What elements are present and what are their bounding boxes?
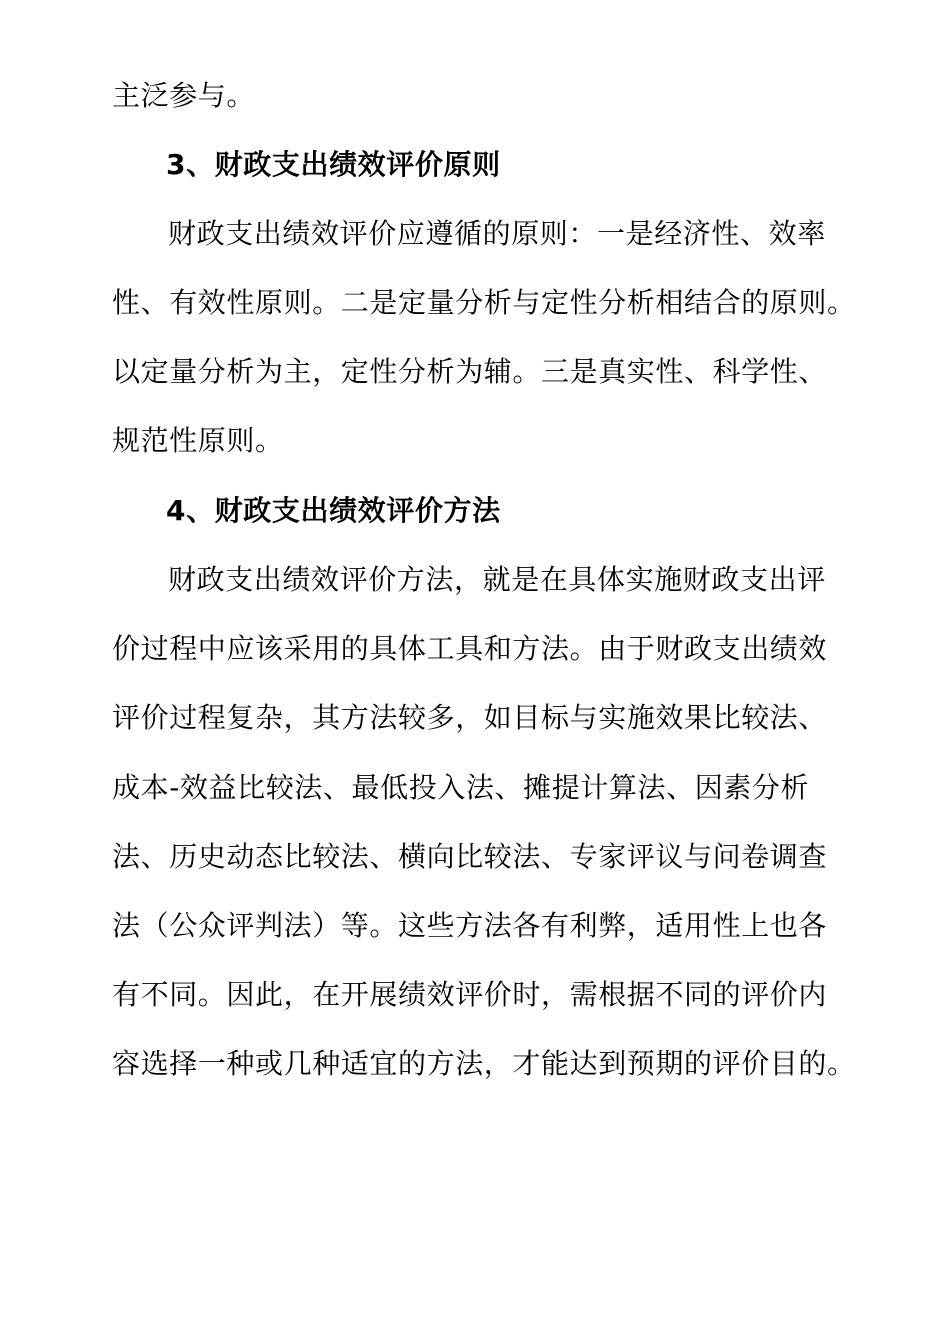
- paragraph-4-line-8: 容选择一种或几种适宜的方法，才能达到预期的评价目的。: [112, 1047, 856, 1080]
- paragraph-3-line-1: 财政支出绩效评价应遵循的原则：一是经济性、效率: [168, 217, 826, 250]
- paragraph-4-line-5: 法、历史动态比较法、横向比较法、专家评议与问卷调查: [112, 840, 828, 873]
- paragraph-3-line-2: 性、有效性原则。二是定量分析与定性分析相结合的原则。: [112, 286, 856, 319]
- paragraph-4-line-1: 财政支出绩效评价方法，就是在具体实施财政支出评: [168, 563, 826, 596]
- paragraph-4-line-6: 法（公众评判法）等。这些方法各有利弊，适用性上也各: [112, 909, 828, 942]
- paragraph-3-line-4: 规范性原则。: [112, 424, 284, 457]
- paragraph-4-line-4: 成本-效益比较法、最低投入法、摊提计算法、因素分析: [112, 771, 810, 804]
- paragraph-4-line-3: 评价过程复杂，其方法较多，如目标与实施效果比较法、: [112, 701, 828, 734]
- section-heading-4: 4、财政支出绩效评价方法: [166, 494, 501, 527]
- paragraph-4-line-2: 价过程中应该采用的具体工具和方法。由于财政支出绩效: [112, 632, 828, 665]
- paragraph-3-line-3: 以定量分析为主，定性分析为辅。三是真实性、科学性、: [112, 355, 828, 388]
- paragraph-4-line-7: 有不同。因此，在开展绩效评价时，需根据不同的评价内: [112, 978, 828, 1011]
- paragraph-continuation-line: 主泛参与。: [112, 79, 256, 112]
- section-heading-3: 3、财政支出绩效评价原则: [166, 148, 501, 181]
